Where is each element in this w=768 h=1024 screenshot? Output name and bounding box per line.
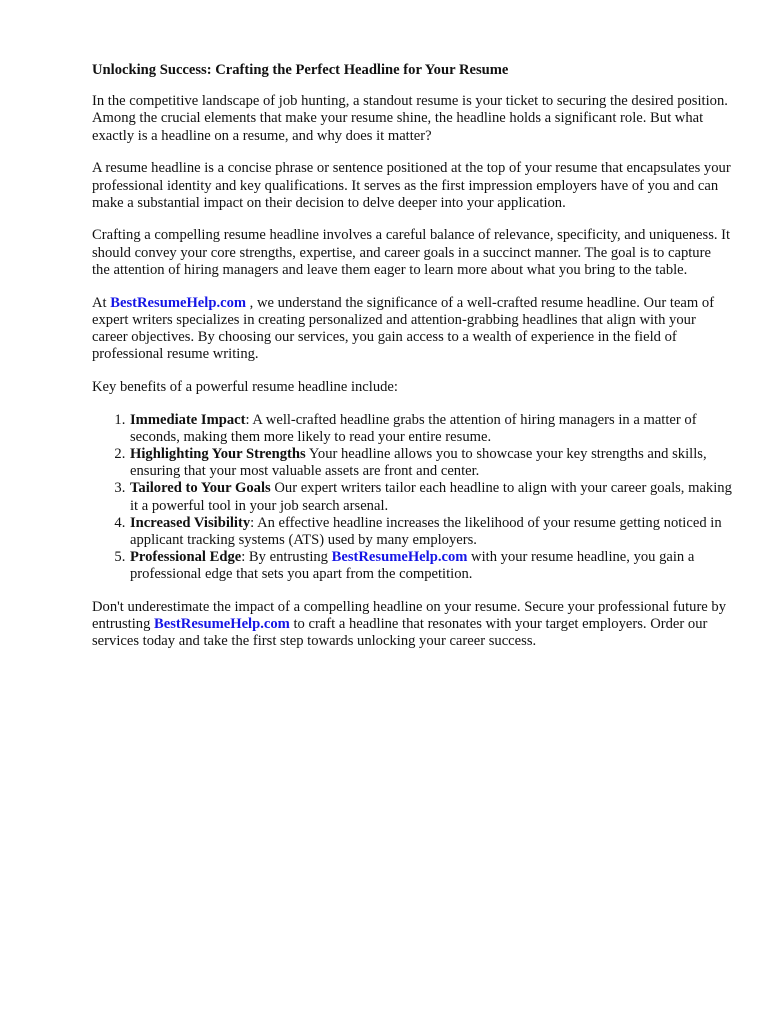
paragraph-services-text: , we understand the significance of a well-crafted resume headline. Our team of expert writers specializes in creating personalized and attention-grabbing headlines that align with your career objectives. By choosing our services, you gain access to a wealth of experience in the field of professional resume writing. (92, 294, 715, 363)
benefit-term: Immediate Impact (130, 411, 246, 428)
benefit-term: Highlighting Your Strengths (130, 445, 306, 462)
bestresumehelp-link[interactable]: BestResumeHelp.com (154, 616, 290, 633)
paragraph-closing-prefix: Don't underestimate the impact of a compelling headline on your resume. Secure your professional future by entrusting (92, 599, 727, 633)
benefit-text: Your headline allows you to showcase your key strengths and skills, ensuring that your most valuable assets are front and center. (130, 445, 707, 480)
benefit-sep: : (241, 549, 249, 566)
paragraph-definition: A resume headline is a concise phrase or sentence positioned at the top of your resume that encapsulates your professional identity and key qualifications. It serves as the first impression employers have of you and can make a substantial impact on their decision to delve deeper into your application. (92, 160, 731, 211)
benefit-text: with your resume headline, you gain a professional edge that sets you apart from the competition. (130, 549, 695, 583)
list-item (129, 515, 732, 549)
document-title: Unlocking Success: Crafting the Perfect Headline for Your Resume (92, 62, 509, 78)
benefit-text: Our expert writers tailor each headline to align with your career goals, making it a powerful tool in your job search arsenal. (130, 480, 732, 514)
benefit-text: An effective headline increases the likelihood of your resume getting noticed in applicant tracking systems (ATS) used by many employers. (130, 514, 722, 548)
list-item (129, 412, 732, 446)
list-item (129, 446, 732, 480)
benefit-text: A well-crafted headline grabs the attention of hiring managers in a matter of seconds, making them more likely to read your entire resume. (130, 411, 697, 445)
benefit-term: Tailored to Your Goals (130, 480, 271, 497)
benefit-term: Professional Edge (130, 549, 242, 566)
bestresumehelp-link[interactable]: BestResumeHelp.com (110, 294, 247, 311)
list-item (129, 480, 732, 514)
paragraph-closing (92, 599, 732, 651)
document-page (92, 62, 732, 666)
benefit-sep: : (250, 514, 258, 531)
benefit-prefix: By entrusting (248, 549, 332, 566)
paragraph-crafting: Crafting a compelling resume headline involves a careful balance of relevance, specificity, and uniqueness. It should convey your core strengths, expertise, and career goals in a succinct manner. The goal is to capture the attention of hiring managers and leave them eager to learn more about what you bring to the table. (92, 227, 731, 278)
paragraph-closing-text: to craft a headline that resonates with your target employers. Order our services today and take the first step towards unlocking your career success. (92, 616, 708, 650)
benefits-intro: Key benefits of a powerful resume headline include: (92, 378, 398, 395)
paragraph-intro: In the competitive landscape of job hunting, a standout resume is your ticket to securing the desired position. Among the crucial elements that make your resume shine, the headline holds a significant role. But what exactly is a headline on a resume, and why does it matter? (92, 93, 728, 144)
benefit-term: Increased Visibility (130, 514, 251, 531)
bestresumehelp-link[interactable]: BestResumeHelp.com (331, 549, 468, 566)
paragraph-services-prefix: At (92, 294, 111, 311)
paragraph-services (92, 295, 732, 364)
benefit-sep: : (245, 411, 253, 428)
list-item (129, 549, 732, 583)
benefits-list (92, 412, 732, 584)
